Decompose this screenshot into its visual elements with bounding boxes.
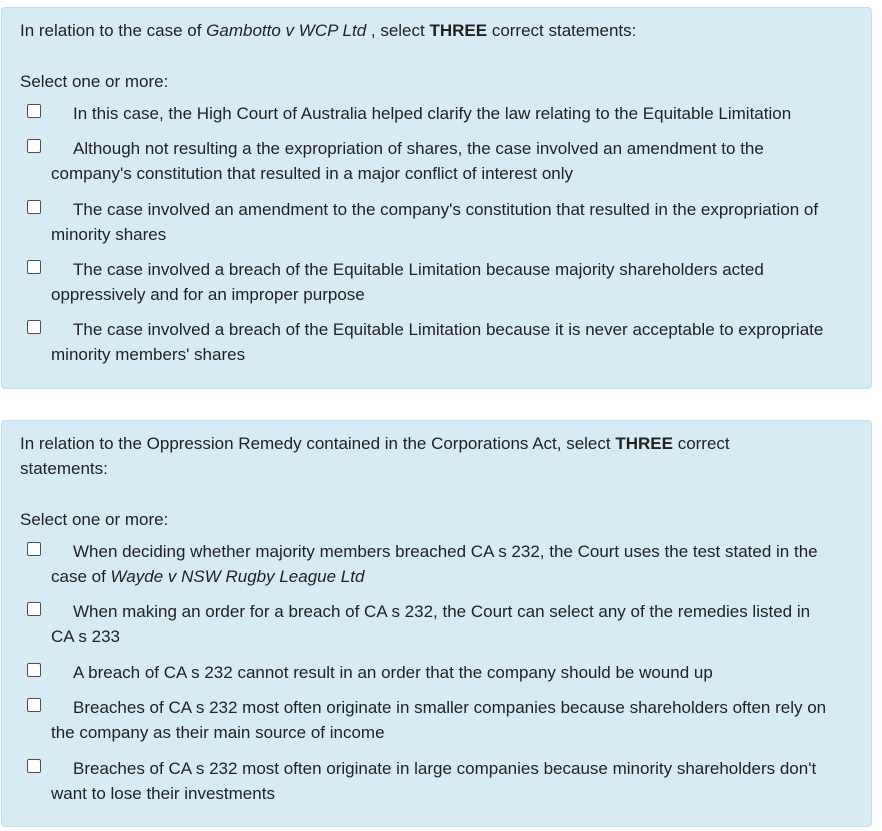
question-1-option-3[interactable]	[27, 197, 835, 247]
option-checkbox[interactable]	[27, 759, 41, 773]
option-checkbox[interactable]	[27, 698, 41, 712]
question-2-text-start: In relation to the Oppression Remedy contained in the Corporations Act, select	[20, 434, 616, 453]
option-label: Breaches of CA s 232 most often originate in large companies because minority shareholders don't want to lose their investments	[51, 759, 817, 803]
option-checkbox[interactable]	[27, 663, 41, 677]
question-2-emphasis: THREE	[615, 434, 673, 453]
option-checkbox[interactable]	[27, 139, 41, 153]
question-2-option-4[interactable]	[27, 695, 835, 745]
question-2-text-end: correct statements:	[20, 434, 730, 478]
question-1-text-start: In relation to the case of	[20, 21, 207, 40]
option-checkbox[interactable]	[27, 320, 41, 334]
option-checkbox[interactable]	[27, 602, 41, 616]
question-1-case-name: Gambotto v WCP Ltd	[206, 21, 367, 40]
option-label	[51, 539, 835, 589]
option-label: The case involved a breach of the Equitable Limitation because it is never acceptable to expropriate minority members' shares	[51, 320, 824, 364]
option-label: Although not resulting a the expropriation of shares, the case involved an amendment to the company's constitution that resulted in a major conflict of interest only	[51, 139, 764, 183]
question-1-option-1[interactable]	[27, 101, 835, 126]
option-checkbox[interactable]	[27, 260, 41, 274]
option-label: In this case, the High Court of Australia helped clarify the law relating to the Equitable Limitation	[73, 104, 792, 123]
question-2-prompt: Select one or more:	[20, 510, 169, 529]
option-label: When making an order for a breach of CA s 232, the Court can select any of the remedies listed in CA s 233	[51, 602, 811, 646]
question-2-option-5[interactable]	[27, 756, 835, 806]
question-1-box	[1, 7, 872, 389]
question-2-text	[20, 431, 761, 481]
question-1-option-5[interactable]	[27, 317, 835, 367]
question-2-option-3[interactable]	[27, 660, 835, 685]
question-2-option-2[interactable]	[27, 599, 835, 649]
question-1-text-end: correct statements:	[487, 21, 637, 40]
option-checkbox[interactable]	[27, 542, 41, 556]
question-1-option-2[interactable]	[27, 136, 835, 186]
question-1-prompt: Select one or more:	[20, 72, 169, 91]
option-label: The case involved a breach of the Equitable Limitation because majority shareholders acted oppressively and for an improper purpose	[51, 260, 764, 304]
question-1-text-middle: , select	[366, 21, 430, 40]
option-label: Breaches of CA s 232 most often originate in smaller companies because shareholders often rely on the company as their main source of income	[51, 698, 827, 742]
option-label: A breach of CA s 232 cannot result in an order that the company should be wound up	[73, 663, 713, 682]
option-label-text: When deciding whether majority members breached CA s 232, the Court uses the test stated in the case of	[51, 542, 818, 586]
question-2-box	[1, 420, 872, 827]
option-label: The case involved an amendment to the company's constitution that resulted in the expropriation of minority shares	[51, 200, 819, 244]
option-case-name: Wayde v NSW Rugby League Ltd	[110, 567, 365, 586]
question-2-option-1[interactable]	[27, 539, 835, 589]
option-checkbox[interactable]	[27, 104, 41, 118]
question-1-emphasis: THREE	[429, 21, 488, 40]
option-checkbox[interactable]	[27, 200, 41, 214]
question-1-text	[20, 18, 831, 43]
question-1-option-4[interactable]	[27, 257, 835, 307]
